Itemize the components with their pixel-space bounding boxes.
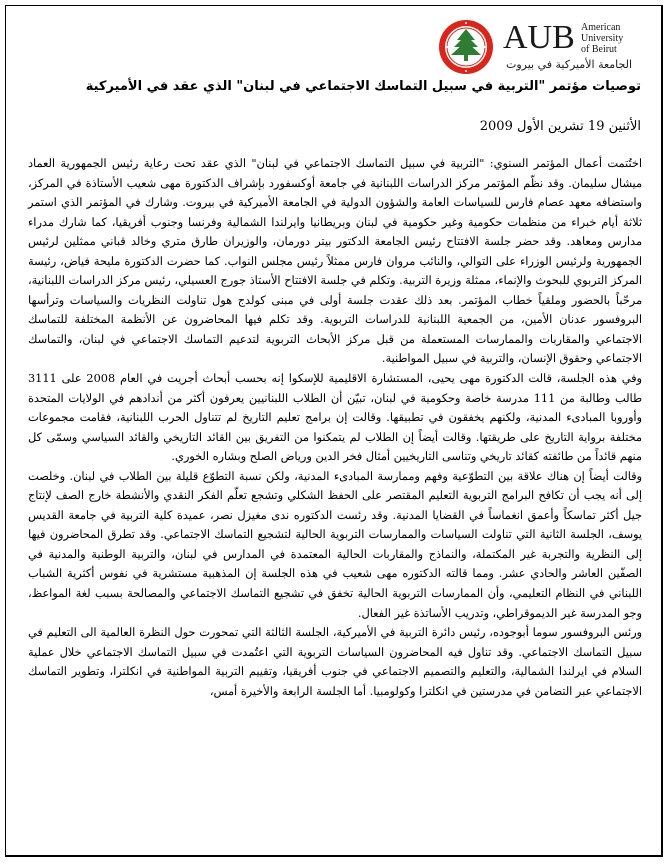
cedar-emblem-icon (437, 18, 495, 76)
logo-letters: AUB (503, 19, 575, 56)
logo-name-line3: of Beirut (581, 44, 617, 55)
document-title: توصيات مؤتمر "التربية في سبيل التماسك الاجتماعي في لبنان" الذي عقد في الأميركية (85, 79, 641, 94)
logo-name-line1: American (581, 22, 621, 33)
document-date: الأثنين 19 تشرين الأول 2009 (479, 119, 641, 134)
body-paragraph: اختُتمت أعمال المؤتمر السنوي: "التربية في سبيل التماسك الاجتماعي في لبنان" الذي عقد تحت رعاية رئيس الجمهورية العماد ميشال سليمان. وقد نظّم المؤتمر مركز الدراسات اللبنانية في جامعة أوكسفورد بإشراف الدكتورة مهى شعيب الأستاذة في المركز، واستضافه معهد عصام فارس للسياسات العامة والشؤون الدولية في الجامعة الأميركية في بيروت. وشارك في المؤتمر الذي استمر ثلاثة أيام خبراء من منظمات حكومية وغير حكومية في لبنان وبريطانيا وايرلندا الشمالية وفرنسا وجنوب أفريقيا، كما شارك مدراء مدارس ومعاهد. وقد حضر جلسة الافتتاح رئيس الجامعة الدكتور بيتر دورمان، والوزيران طارق متري وخالد قباني ممثلين لرئيس الجمهورية ولرئيس الوزراء على التوالي، والنائب مروان فارس ممثلاً رئيس مجلس النواب. كما حضرت الدكتورة مليحة فياض، رئيسة المركز التربوي للبحوث والإنماء، ممثلة وزيرة التربية. وتكلم في جلسة الافتتاح الأستاذ جورج العسيلي، رئيس مركز الدراسات اللبنانية، مرحّباً بالحضور وملقياً خطاب المؤتمر. بعد ذلك عقدت جلسة أولى في مبنى كولدج هول تناولت النظريات والسياسات وترأسها البروفسور عدنان الأمين، من الجمعية اللبنانية للدراسات التربوية. وقد تكلم فيها المحاضرون عن الأنظمة المختلفة للتماسك الاجتماعي والمقاربات والممارسات المستعملة من قبل مركز الأبحاث التربوية لتدعيم التماسك الاجتماعي في لبنان، والتماسك الاجتماعي وحقوق الإنسان، والتربية في سبيل المواطنية. (28, 157, 642, 366)
body-paragraph: وقالت أيضاً إن هناك علاقة بين التطوّعية وفهم وممارسة المبادىء المدنية، ولكن نسبة التطوّع قليلة بين الطلاب في لبنان. وخلصت إلى أنه يجب أن تكافح البرامج التربوية التعليم المقتصر على الحفظ الشكلي وتشجع تعلّم الفكر النقدي والأنشطة خارج الصف لإنتاج جيل أكثر تماسكاً وأعمق انغماساً في القضايا المدنية. وقد رئست الدكتوره ندى مغيزل نصر، عميدة كلية التربية في جامعة القديس يوسف، الجلسة الثانية التي تناولت السياسات والممارسات التربوية الحالية لتشجيع التماسك الاجتماعي. وقد تطرق المحاضرون فيها إلى النظرية والتجربة غير المكتملة، والنماذج والمقاربات الحالية المعتمدة في المدارس في لبنان، والتربية الوطنية والمدنية في الصفّين العاشر والحادي عشر. ومما قالته الدكتوره مهى شعيب في هذه الجلسة إن المذهبية مستشرية في نفوس أكثرية الشباب اللبناني في النظام التعليمي، وأن الممارسات التربوية الحالية تخفق في تشجيع التماسك الاجتماعي والمصالحة بسبب لغة المواعظ، وجو المدرسة غير الديموقراطي، وتدريب الأساتذة غير الفعال. (28, 469, 642, 620)
body-paragraph: ورئس البروفسور سوما أبوجوده، رئيس دائرة التربية في الأميركية، الجلسة الثالثة التي تمحورت حول النظرة العالمية الى التعليم في سبيل التماسك الاجتماعي. وقد تناول فيه المحاضرون السياسات التربوية التي اعتُمدت في سبيل التماسك الاجتماعي خلال عملية السلام في ايرلندا الشمالية، والتعليم والتصميم الاجتماعي في جنوب أفريقيا، وتقييم التربية المواطنية في انكلترا، وتطوير التماسك الاجتماعي عبر التضامن في مدرستين في انكلترا وكولومبيا. أما الجلسة الرابعة والأخيرة أمس، (28, 626, 642, 698)
document-page (5, 5, 663, 857)
logo-arabic-name: الجامعة الأميركية في بيروت (505, 58, 633, 71)
aub-logo (437, 18, 655, 86)
logo-name-line2: University (581, 33, 624, 44)
logo-university-name (581, 22, 623, 55)
body-paragraph: وفي هذه الجلسة، قالت الدكتورة مهى يحيى، المستشارة الاقليمية للإسكوا إنه بحسب أبحاث أجريت في العام 2008 على 3111 طالب وطالبة من 111 مدرسة خاصة وحكومية في لبنان، تبيّن أن الطلاب اللبنانيين يعرفون أكثر من أندادهم في الولايات المتحدة وأوروبا المبادىء المدنية، ولكنهم يخفقون في تطبيقها. وقالت إن برامج تعليم التاريخ لم تتناول الحرب اللبنانية، فقامت مجموعات مختلفة برواية التاريخ على طريقتها. وقالت أيضاً إن الطلاب لم يتمكنوا من التفريق بين القائد التاريخي والقائد السياسي وسمّى كل منهم قائداً من طائفته كقائد تاريخي وتناسى التاريخيين أمثال فخر الدين ورياض الصلح وبشاره الخوري. (28, 372, 642, 464)
document-body (28, 154, 642, 701)
